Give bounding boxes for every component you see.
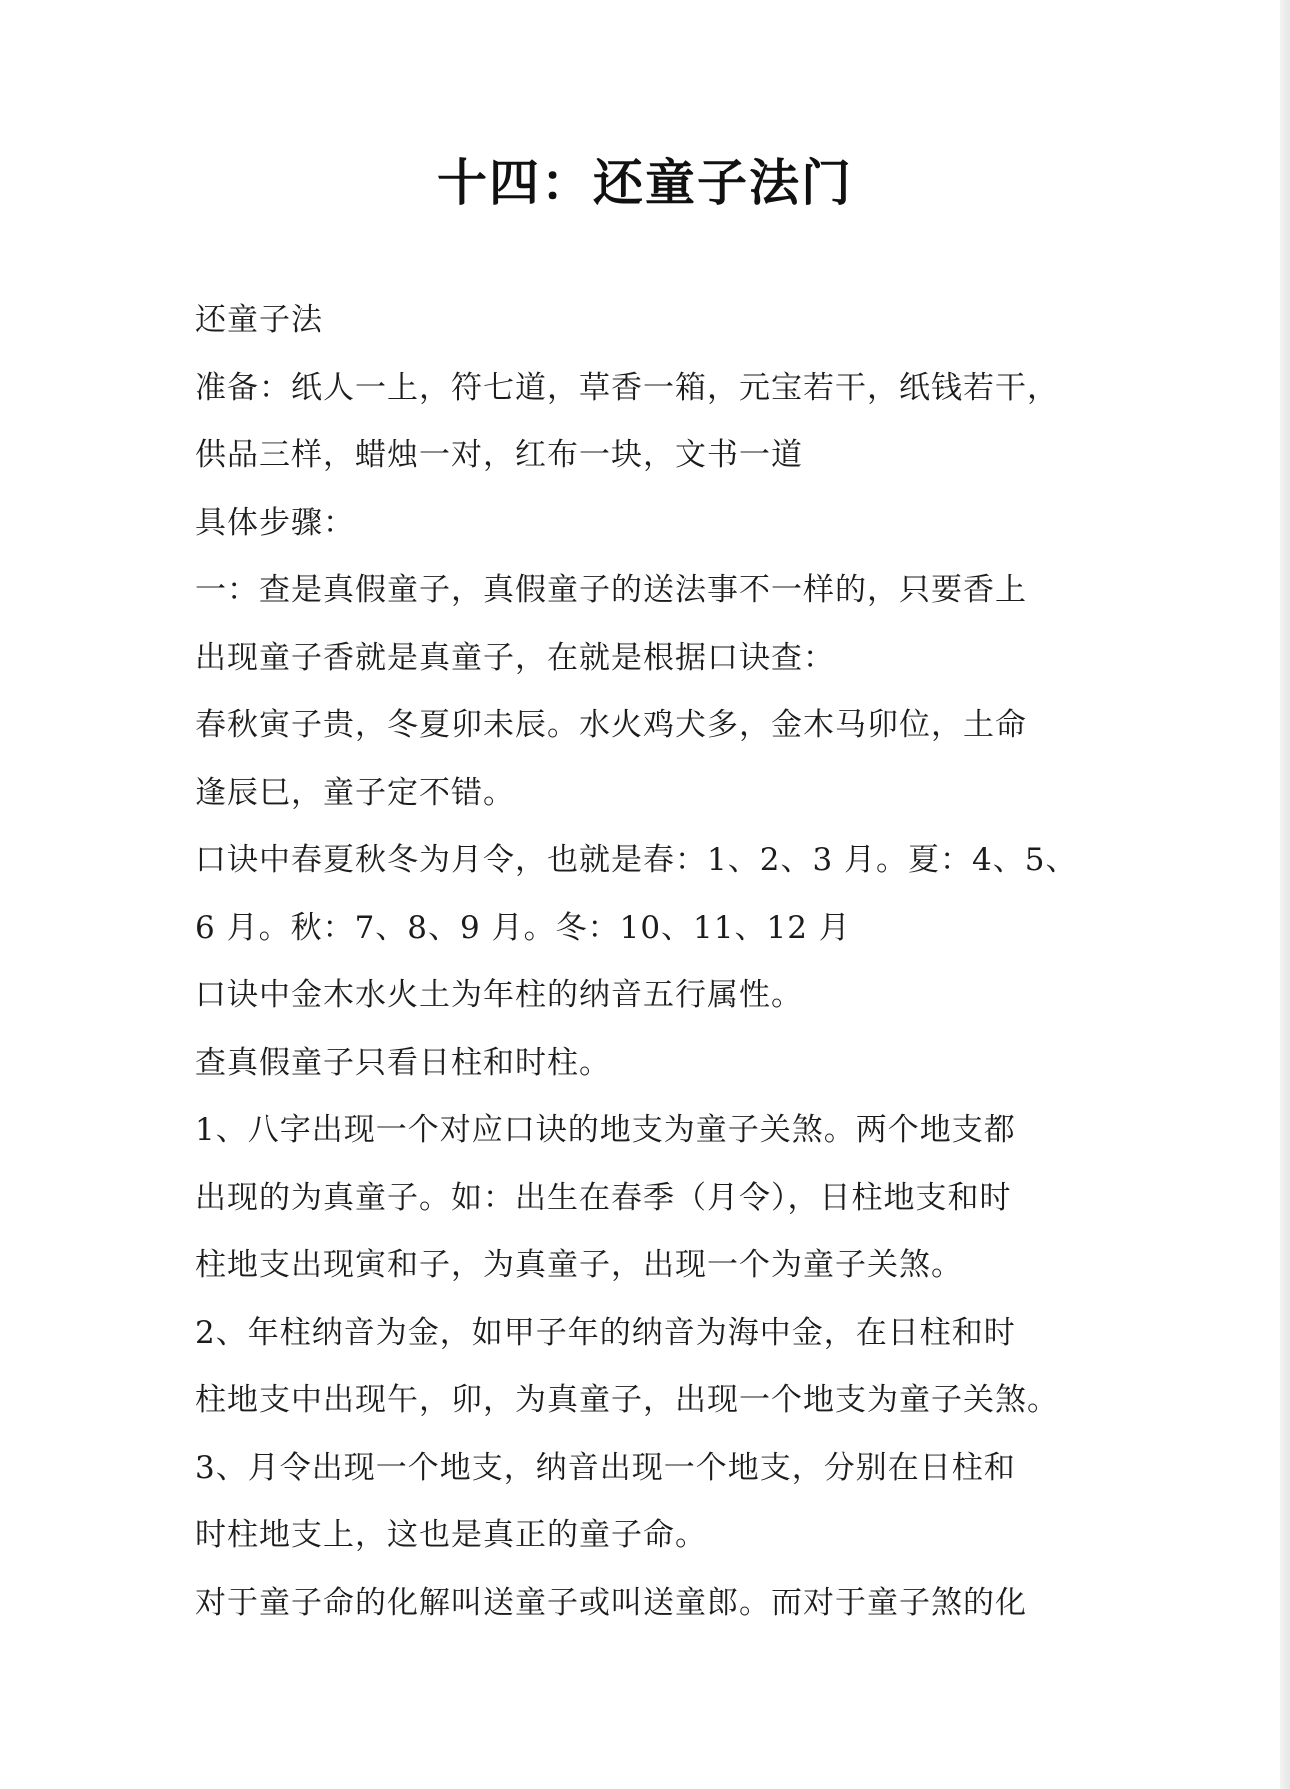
page-edge-shadow	[1280, 0, 1290, 1789]
text-line: 逢辰巳，童子定不错。	[195, 774, 515, 811]
text-line: 3、月令出现一个地支，纳音出现一个地支，分别在日柱和	[195, 1449, 1016, 1486]
text-line: 查真假童子只看日柱和时柱。	[195, 1044, 611, 1081]
text-line: 对于童子命的化解叫送童子或叫送童郎。而对于童子煞的化	[195, 1584, 1027, 1621]
text-line: 具体步骤：	[195, 504, 355, 541]
page-title: 十四：还童子法门	[437, 154, 853, 212]
text-line: 出现的为真童子。如：出生在春季（月令），日柱地支和时	[195, 1179, 1012, 1216]
text-line: 6 月。秋：7、8、9 月。冬：10、11、12 月	[195, 909, 851, 946]
text-line: 柱地支中出现午，卯，为真童子，出现一个地支为童子关煞。	[195, 1382, 1059, 1418]
text-line: 供品三样，蜡烛一对，红布一块，文书一道	[195, 437, 803, 473]
text-line: 一：查是真假童子，真假童子的送法事不一样的，只要香上	[195, 572, 1027, 608]
text-line: 准备：纸人一上，符七道，草香一箱，元宝若干，纸钱若干，	[195, 369, 1059, 406]
text-line: 柱地支出现寅和子，为真童子，出现一个为童子关煞。	[195, 1247, 963, 1283]
text-line: 口诀中金木水火土为年柱的纳音五行属性。	[195, 977, 803, 1013]
text-line: 口诀中春夏秋冬为月令，也就是春：1、2、3 月。夏：4、5、	[195, 842, 1078, 878]
text-line: 还童子法	[195, 302, 323, 338]
text-line: 2、年柱纳音为金，如甲子年的纳音为海中金，在日柱和时	[195, 1314, 1016, 1351]
body-text	[195, 287, 1105, 1637]
text-line: 春秋寅子贵，冬夏卯未辰。水火鸡犬多，金木马卯位，土命	[195, 707, 1027, 743]
text-line: 1、八字出现一个对应口诀的地支为童子关煞。两个地支都	[195, 1112, 1016, 1148]
text-line: 出现童子香就是真童子，在就是根据口诀查：	[195, 639, 835, 676]
text-line: 时柱地支上，这也是真正的童子命。	[195, 1517, 707, 1553]
